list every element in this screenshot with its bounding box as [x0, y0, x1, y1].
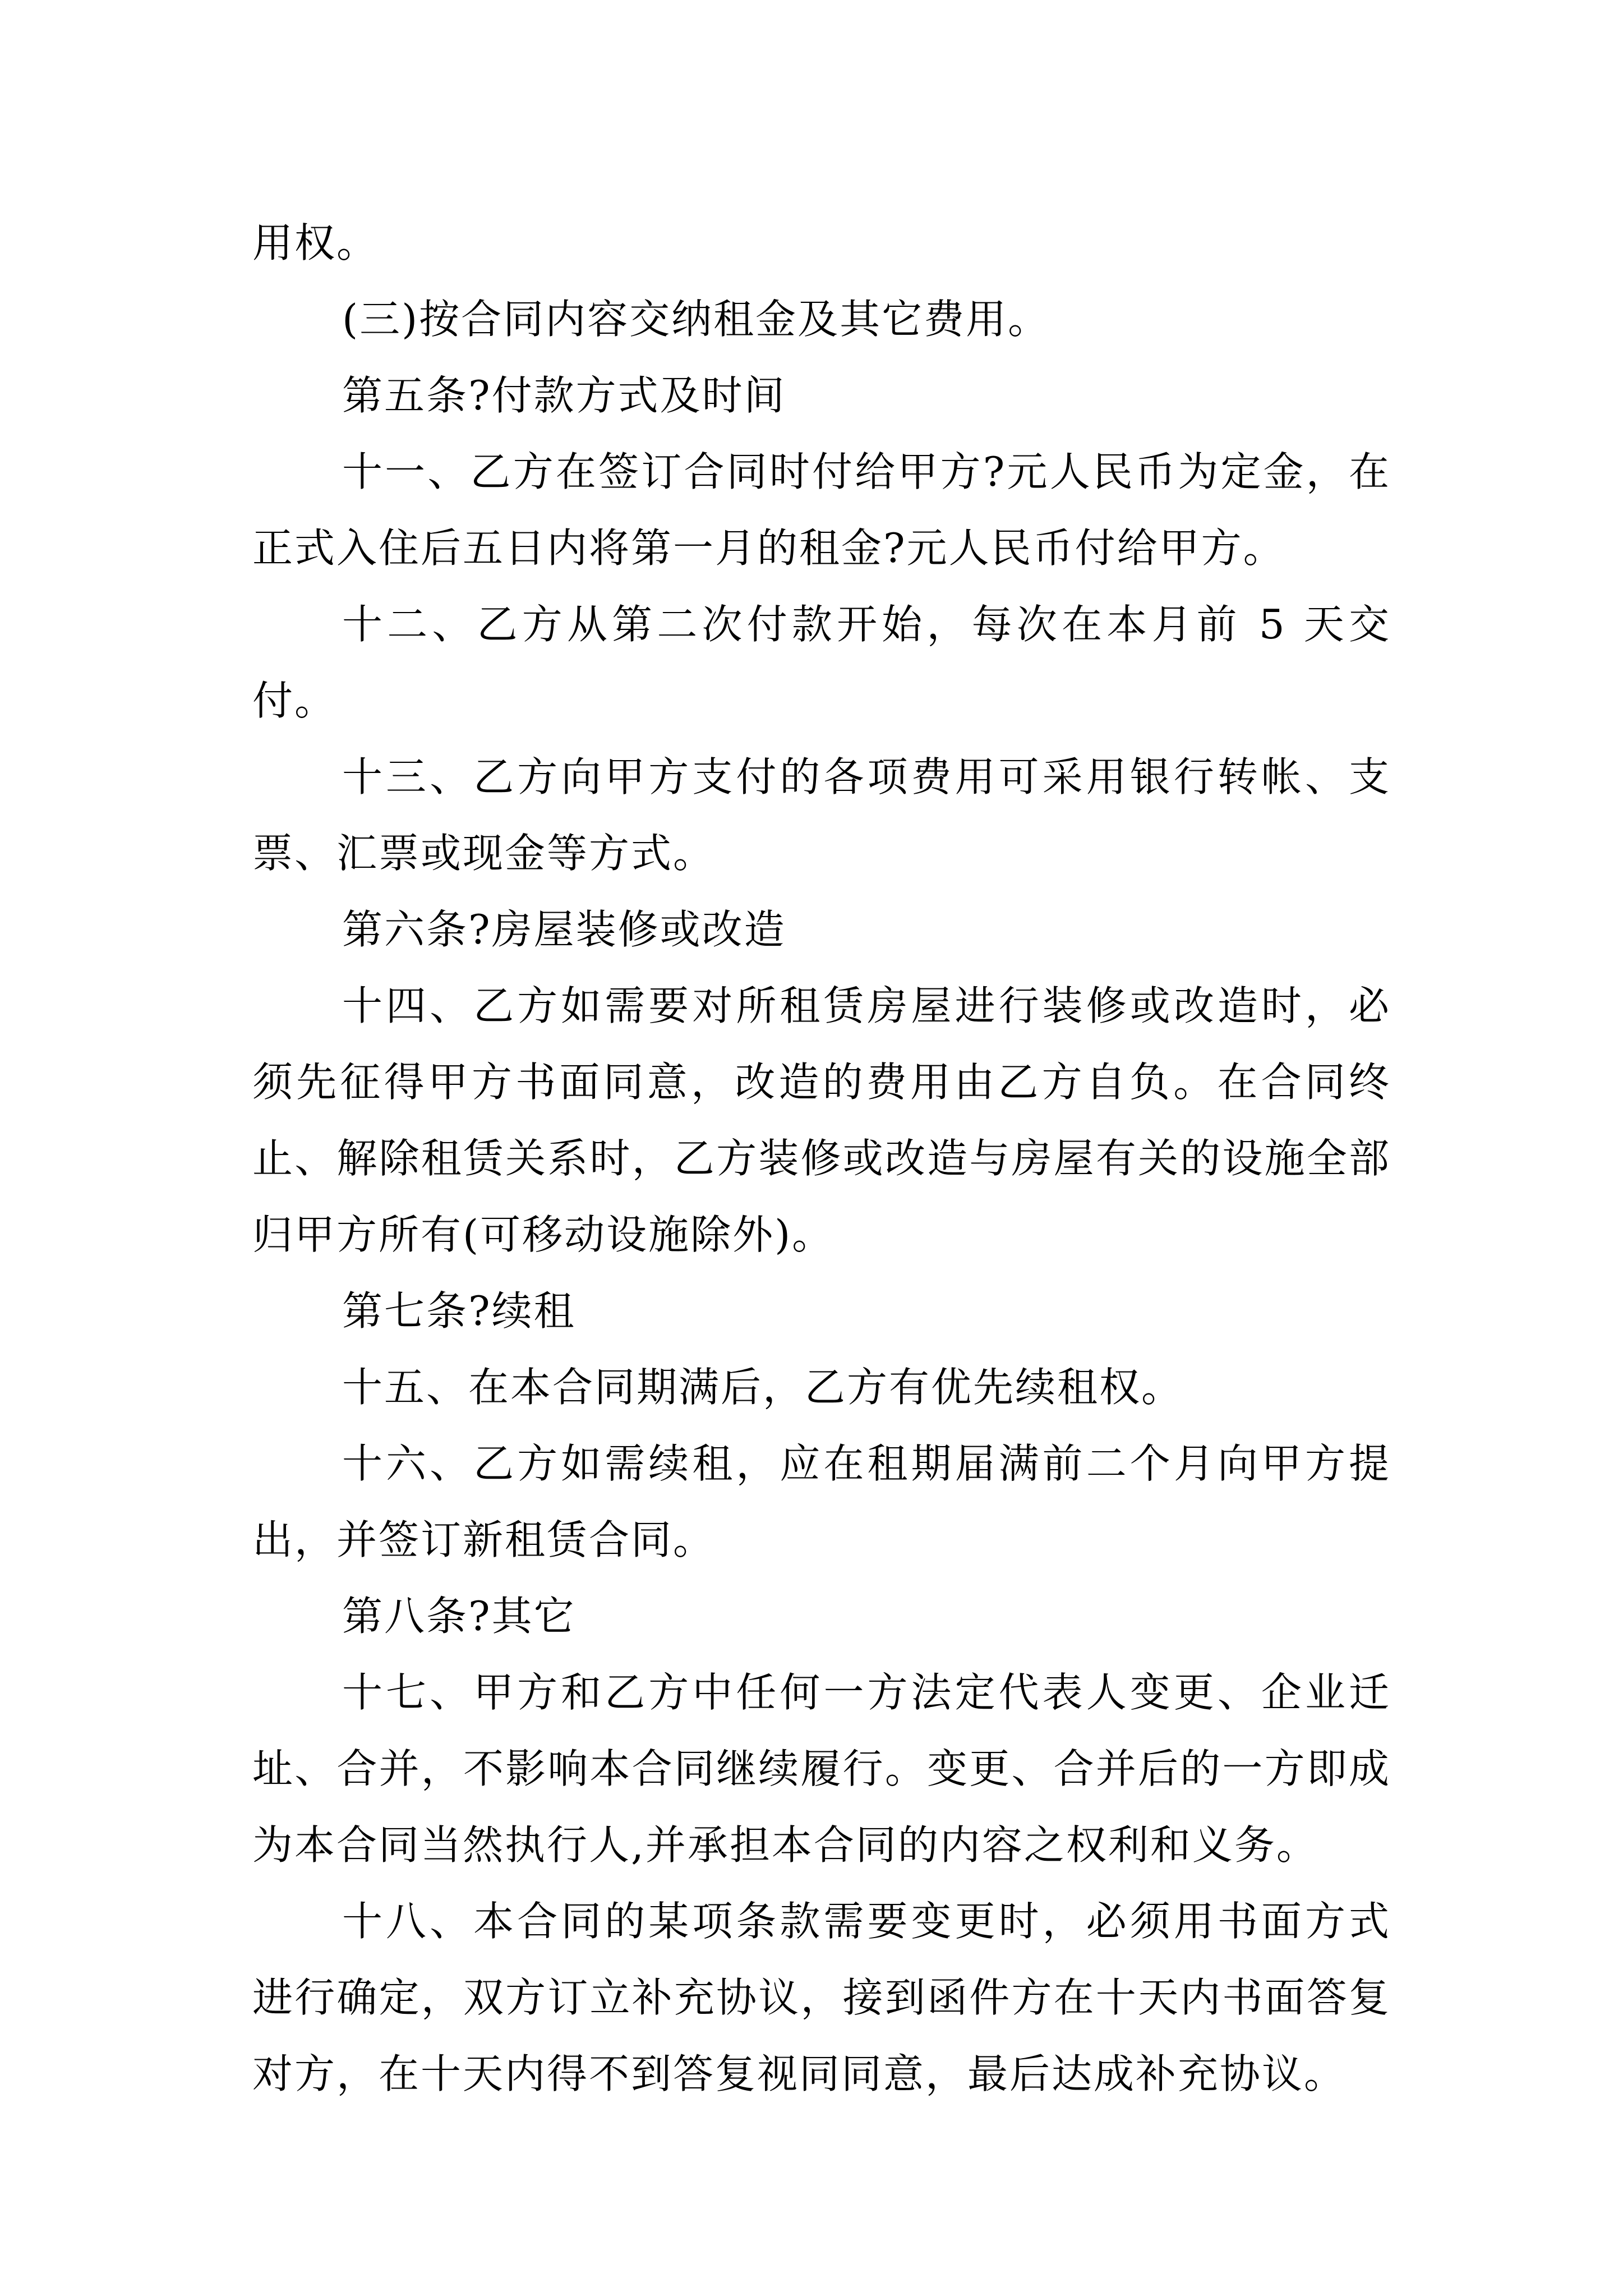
clause-17: 十七、甲方和乙方中任何一方法定代表人变更、企业迁址、合并，不影响本合同继续履行。变更、合并后的一方即成为本合同当然执行人,并承担本合同的内容之权利和义务。: [252, 1669, 1391, 1869]
document-body: [252, 205, 1391, 2112]
clause-13: 十三、乙方向甲方支付的各项费用可采用银行转帐、支票、汇票或现金等方式。: [252, 753, 1391, 877]
clause-12: 十二、乙方从第二次付款开始，每次在本月前 5 天交付。: [252, 601, 1391, 724]
paragraph-item-3: (三)按合同内容交纳租金及其它费用。: [342, 296, 1050, 343]
clause-16: 十六、乙方如需续租，应在租期届满前二个月向甲方提出，并签订新租赁合同。: [252, 1440, 1391, 1563]
clause-14: 十四、乙方如需要对所租赁房屋进行装修或改造时，必须先征得甲方书面同意，改造的费用由乙方自负。在合同终止、解除租赁关系时，乙方装修或改造与房屋有关的设施全部归甲方所有(可移动设施除外)。: [252, 982, 1391, 1258]
clause-15: 十五、在本合同期满后，乙方有优先续租权。: [342, 1364, 1184, 1411]
article-7-heading: 第七条?续租: [342, 1287, 576, 1335]
article-5-heading: 第五条?付款方式及时间: [342, 372, 786, 419]
article-6-heading: 第六条?房屋装修或改造: [342, 906, 786, 953]
clause-18: 十八、本合同的某项条款需要变更时，必须用书面方式进行确定，双方订立补充协议，接到函件方在十天内书面答复对方，在十天内得不到答复视同同意，最后达成补充协议。: [252, 1898, 1391, 2097]
clause-11: 十一、乙方在签订合同时付给甲方?元人民币为定金，在正式入住后五日内将第一月的租金?元人民币付给甲方。: [252, 448, 1391, 572]
paragraph-continuation: 用权。: [252, 219, 379, 266]
article-8-heading: 第八条?其它: [342, 1593, 576, 1640]
